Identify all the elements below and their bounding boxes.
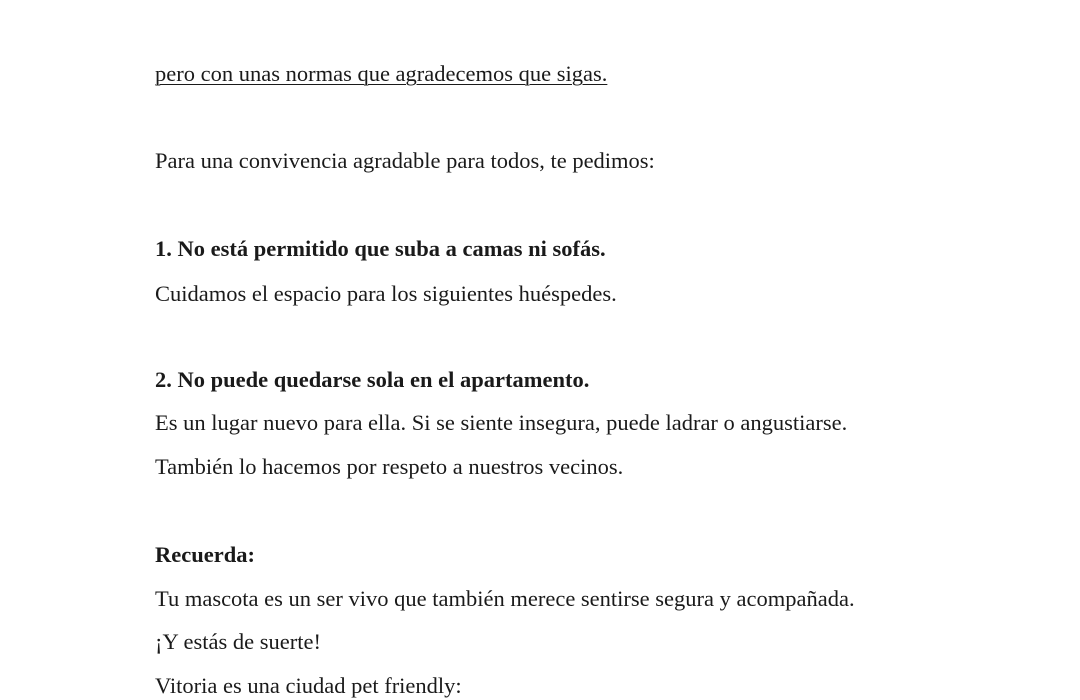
rule-2-title: 2. No puede quedarse sola en el apartamento. xyxy=(155,367,590,392)
rule-2-description-line-2: También lo hacemos por respeto a nuestros vecinos. xyxy=(155,454,624,479)
request-intro-text: Para una convivencia agradable para todos, te pedimos: xyxy=(155,148,655,173)
reminder-line-1: Tu mascota es un ser vivo que también merece sentirse segura y acompañada. xyxy=(155,586,855,611)
rule-1-title: 1. No está permitido que suba a camas ni sofás. xyxy=(155,236,606,261)
rule-2-description-line-1: Es un lugar nuevo para ella. Si se siente insegura, puede ladrar o angustiarse. xyxy=(155,410,848,435)
intro-tail-text: pero con unas normas que agradecemos que sigas. xyxy=(155,61,608,86)
reminder-line-2: ¡Y estás de suerte! xyxy=(155,629,321,654)
reminder-heading: Recuerda: xyxy=(155,542,255,567)
rule-1-description: Cuidamos el espacio para los siguientes huéspedes. xyxy=(155,281,617,306)
reminder-line-3: Vitoria es una ciudad pet friendly: xyxy=(155,673,462,698)
